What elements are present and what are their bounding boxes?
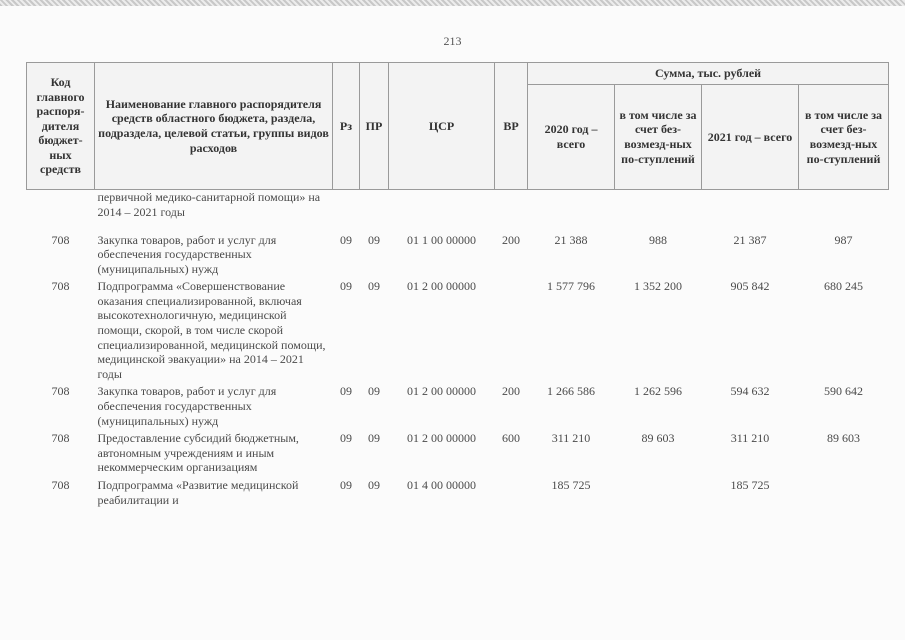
cell-name: Предоставление субсидий бюджетным, автономным учреждениям и иным некоммерческим организациям bbox=[97, 431, 299, 475]
cell-code: 708 bbox=[51, 232, 70, 247]
table-body bbox=[27, 190, 889, 508]
cell-2021-free bbox=[799, 475, 889, 507]
cell-vr: 600 bbox=[502, 431, 520, 446]
cell-csr bbox=[389, 190, 495, 230]
cell-rz: 09 bbox=[340, 279, 352, 294]
header-vr: ВР bbox=[495, 63, 528, 190]
cell-pr: 09 bbox=[368, 478, 380, 492]
cell-pr: 09 bbox=[368, 431, 380, 446]
cell-2020-free bbox=[615, 190, 702, 230]
cell-name: Закупка товаров, работ и услуг для обеспечения государственных (муниципальных) нужд bbox=[97, 232, 277, 276]
page-number: 213 bbox=[443, 34, 462, 48]
table-row bbox=[27, 428, 889, 475]
cell-2020-free: 1 352 200 bbox=[634, 279, 682, 294]
cell-rz: 09 bbox=[340, 232, 352, 247]
table-row bbox=[27, 475, 889, 507]
header-2020-free: в том числе за счет без-возмезд-ных по-ступлений bbox=[615, 85, 702, 190]
cell-2021-total: 21 387 bbox=[733, 232, 767, 247]
cell-2020-total: 1 266 586 bbox=[547, 384, 595, 399]
cell-2020-total: 21 388 bbox=[554, 232, 588, 247]
cell-2021-free: 590 642 bbox=[824, 384, 864, 399]
cell-2021-total: 311 210 bbox=[730, 431, 770, 446]
cell-code: 708 bbox=[51, 279, 70, 294]
cell-2021-free: 680 245 bbox=[824, 279, 864, 294]
cell-rz: 09 bbox=[340, 478, 352, 492]
cell-2021-free: 89 603 bbox=[827, 431, 861, 446]
table-row bbox=[27, 276, 889, 381]
cell-pr: 09 bbox=[368, 279, 380, 294]
header-2021-free: в том числе за счет без-возмезд-ных по-ступлений bbox=[799, 85, 889, 190]
cell-name: Подпрограмма «Совершенствование оказания специализированной, включая высокотехнологичную, медицинской помощи, скорой, в том числе скорой специализированной, медицинской помощи, медицинской эвакуации» на 2014 – 2021 годы bbox=[97, 279, 326, 381]
cell-2021-free: 987 bbox=[834, 232, 853, 247]
cell-vr: 200 bbox=[502, 232, 520, 247]
cell-csr: 01 2 00 00000 bbox=[407, 384, 476, 399]
cell-vr: 200 bbox=[502, 384, 520, 399]
cell-name: Подпрограмма «Развитие медицинской реабилитации и bbox=[97, 478, 299, 507]
budget-table bbox=[26, 62, 889, 507]
cell-rz: 09 bbox=[340, 431, 352, 446]
cell-2020-total bbox=[528, 190, 615, 230]
header-pr: ПР bbox=[360, 63, 389, 190]
header-sum: Сумма, тыс. рублей bbox=[528, 63, 889, 85]
cell-pr bbox=[360, 190, 389, 230]
cell-code: 708 bbox=[51, 384, 70, 399]
cell-vr bbox=[495, 276, 528, 381]
table-row bbox=[27, 230, 889, 277]
header-2020-total: 2020 год – всего bbox=[528, 85, 615, 190]
cell-code: 708 bbox=[51, 478, 70, 492]
table-row bbox=[27, 381, 889, 428]
cell-2020-total: 1 577 796 bbox=[547, 279, 595, 294]
table-header bbox=[27, 63, 889, 190]
cell-vr bbox=[495, 475, 528, 507]
cell-2020-total: 185 725 bbox=[551, 478, 591, 492]
cell-2021-total: 594 632 bbox=[730, 384, 770, 399]
header-name: Наименование главного распорядителя средств областного бюджета, раздела, подраздела, целевой статьи, группы видов расходов bbox=[95, 63, 333, 190]
header-2021-total: 2021 год – всего bbox=[702, 85, 799, 190]
cell-name: Закупка товаров, работ и услуг для обеспечения государственных (муниципальных) нужд bbox=[97, 384, 277, 428]
table-row bbox=[27, 190, 889, 230]
cell-2020-free bbox=[615, 475, 702, 507]
cell-2021-free bbox=[799, 190, 889, 230]
cell-code: 708 bbox=[51, 431, 70, 446]
cell-csr: 01 2 00 00000 bbox=[407, 279, 476, 294]
cell-csr: 01 1 00 00000 bbox=[407, 232, 476, 247]
cell-2020-total: 311 210 bbox=[551, 431, 591, 446]
cell-pr: 09 bbox=[368, 384, 380, 399]
scan-edge-strip bbox=[0, 0, 905, 6]
cell-csr: 01 2 00 00000 bbox=[407, 431, 476, 446]
cell-csr: 01 4 00 00000 bbox=[407, 478, 476, 492]
cell-2020-free: 988 bbox=[649, 232, 667, 247]
cell-2021-total: 905 842 bbox=[730, 279, 770, 294]
cell-pr: 09 bbox=[368, 232, 380, 247]
cell-code bbox=[27, 190, 95, 230]
cell-rz: 09 bbox=[340, 384, 352, 399]
cell-2020-free: 1 262 596 bbox=[634, 384, 682, 399]
header-rz: Рз bbox=[333, 63, 360, 190]
cell-2021-total: 185 725 bbox=[730, 478, 770, 492]
header-csr: ЦСР bbox=[389, 63, 495, 190]
cell-name: первичной медико-санитарной помощи» на 2014 – 2021 годы bbox=[97, 190, 321, 219]
cell-rz bbox=[333, 190, 360, 230]
cell-2021-total bbox=[702, 190, 799, 230]
cell-vr bbox=[495, 190, 528, 230]
header-code: Код главного распоря-дителя бюджет-ных средств bbox=[27, 63, 95, 190]
cell-2020-free: 89 603 bbox=[641, 431, 675, 446]
